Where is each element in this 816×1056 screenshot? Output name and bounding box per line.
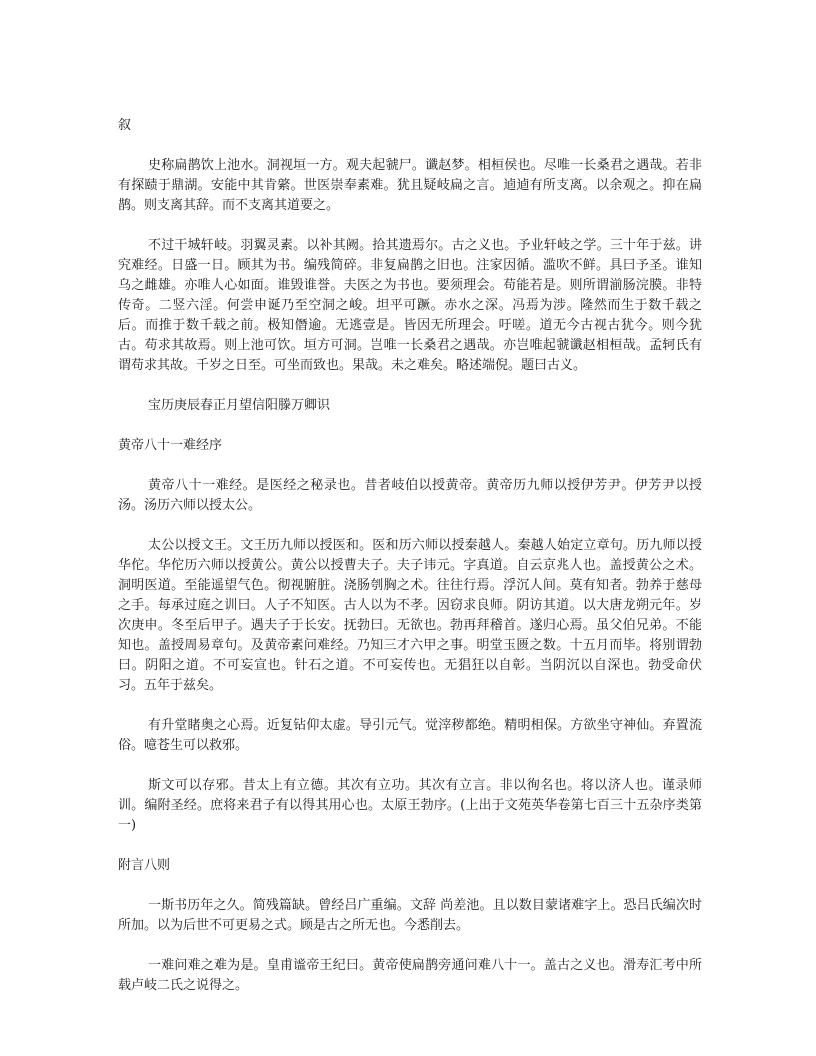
paragraph: 黄帝八十一难经。是医经之秘录也。昔者岐伯以授黄帝。黄帝历九师以授伊芳尹。伊芳尹以授汤。汤历六师以授太公。 <box>118 478 702 513</box>
paragraph: 有升堂睹奥之心焉。近复钻仰太虚。导引元气。觉滓秽都绝。精明相保。方欲坐守神仙。弃置流俗。噫苍生可以救邪。 <box>118 718 702 753</box>
signature-line: 宝历庚辰春正月望信阳滕万卿识 <box>148 398 331 413</box>
section-heading-nanjing-preface: 黄帝八十一难经序 <box>118 438 223 453</box>
paragraph: 不过干城轩岐。羽翼灵素。以补其阙。拾其遗焉尔。古之义也。予业轩岐之学。三十年于兹。讲究难经。日盛一日。顾其为书。编残简碎。非复扁鹊之旧也。注家因循。滥吹不鲜。具曰予圣。谁知乌之雌雄。亦唯人心如面。谁毁谁誉。夫医之为书也。要须理会。苟能若是。则所谓湔肠浣膜。非特传奇。二竖六淫。何尝申诞乃至空洞之峻。坦平可蹶。赤水之深。冯焉为涉。隆然而生于数千载之后。而推于数千载之前。极知僭逾。无逃壹是。皆因无所理会。吁嗟。道无今古视古犹今。则今犹古。苟求其故焉。则上池可饮。垣方可洞。岂唯一长桑君之遇哉。亦岂唯起虢谶赵相桓哉。孟轲氏有谓苟求其故。千岁之日至。可坐而致也。果哉。未之难矣。略述端倪。题曰古义。 <box>118 238 702 373</box>
paragraph: 史称扁鹊饮上池水。洞视垣一方。观夫起虢尸。谶赵梦。相桓侯也。尽唯一长桑君之遇哉。若非有探赜于鼎湖。安能中其肯綮。世医崇奉素难。犹且疑岐扁之言。逌逌有所支离。以余观之。抑在扁鹊。则支离其辞。而不支离其道要之。 <box>118 158 702 213</box>
paragraph: 一难问难之难为是。皇甫谧帝王纪曰。黄帝使扁鹊旁通问难八十一。盖古之义也。滑寿汇考中所载卢岐二氏之说得之。 <box>118 958 702 993</box>
paragraph: 太公以授文王。文王历九师以授医和。医和历六师以授秦越人。秦越人始定立章句。历九师以授华佗。华佗历六师以授黄公。黄公以授曹夫子。夫子讳元。字真道。自云京兆人也。盖授黄公之术。洞明医道。至能遥望气色。彻视腑脏。浇肠刳胸之术。往往行焉。浮沉人间。莫有知者。勃养于慈母之手。每承过庭之训曰。人子不知医。古人以为不孝。因窃求良师。阴访其道。以大唐龙朔元年。岁次庚申。冬至后甲子。遇夫子于长安。抚勃曰。无欲也。勃再拜稽首。遂归心焉。虽父伯兄弟。不能知也。盖授周易章句。及黄帝素问难经。乃知三才六甲之事。明堂玉匮之数。十五月而毕。将别谓勃曰。阴阳之道。不可妄宣也。针石之道。不可妄传也。无猖狂以自彰。当阴沉以自深也。勃受命伏习。五年于兹矣。 <box>118 538 702 693</box>
section-heading-notes: 附言八则 <box>118 858 171 873</box>
document-page <box>118 116 702 1016</box>
section-heading-preface: 叙 <box>118 118 132 133</box>
paragraph: 斯文可以存邪。昔太上有立德。其次有立功。其次有立言。非以徇名也。将以济人也。谨录师训。编附圣经。庶将来君子有以得其用心也。太原王勃序。(上出于文苑英华卷第七百三十五杂序类第一) <box>118 778 702 833</box>
paragraph: 一斯书历年之久。简残篇缺。曾经吕广重编。文辞 尚差池。且以数目蒙诸难字上。恐吕氏编次时所加。以为后世不可更易之式。顾是古之所无也。今悉削去。 <box>118 898 702 933</box>
